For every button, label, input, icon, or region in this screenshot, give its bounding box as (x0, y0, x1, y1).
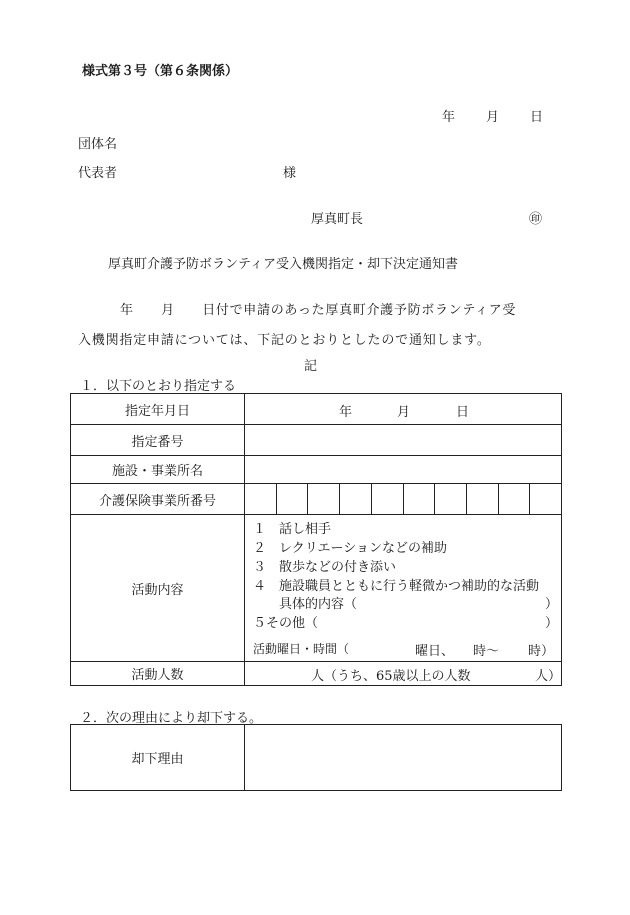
rejection-table (70, 724, 562, 791)
facility-name-label: 施設・事業所名 (71, 456, 245, 484)
date-year-label: 年 (442, 110, 456, 125)
activity-content-label: 活動内容 (71, 515, 245, 662)
row-activity-count (71, 662, 562, 686)
activity-count-label: 活動人数 (71, 662, 245, 686)
date-month-label: 月 (486, 110, 500, 125)
insurance-number-digit-boxes (245, 484, 561, 514)
activity-schedule-weekday: 曜日、 (415, 644, 455, 659)
digit-box[interactable] (529, 484, 561, 514)
activity-item-5: ５その他（ (253, 616, 319, 631)
rejection-reason-label: 却下理由 (71, 725, 245, 791)
activity-schedule-label: 活動曜日・時間（ (253, 642, 350, 656)
row-rejection-reason (71, 725, 562, 791)
organization-label: 団体名 (78, 137, 118, 152)
digit-box[interactable] (403, 484, 435, 514)
designation-day-label: 日 (456, 405, 470, 420)
designation-date-field[interactable] (245, 394, 562, 425)
digit-box[interactable] (245, 484, 276, 514)
digit-box[interactable] (307, 484, 339, 514)
ki-notation: 記 (304, 359, 318, 374)
designation-number-label: 指定番号 (71, 425, 245, 456)
facility-name-field[interactable] (245, 456, 562, 484)
body-text-line1: 年 月 日付で申請のあった厚真町介護予防ボランティア受 (120, 303, 517, 318)
seal-mark: ㊞ (529, 212, 543, 227)
section1-heading: １．以下のとおり指定する (80, 379, 237, 394)
rejection-reason-field[interactable] (245, 725, 562, 791)
row-designation-date (71, 394, 562, 425)
honorific-sama: 様 (283, 166, 297, 181)
body-text-line2: 入機関指定申請については、下記のとおりとしたので通知します。 (78, 333, 491, 348)
activity-schedule-from: 時～ (473, 644, 500, 659)
activity-count-close: 人） (535, 669, 562, 684)
activity-count-text: 人（うち、65歳以上の人数 (311, 669, 471, 684)
designation-month-label: 月 (397, 405, 411, 420)
issuer-mayor: 厚真町長 (311, 212, 364, 227)
row-activity-content (71, 515, 562, 662)
digit-box[interactable] (434, 484, 466, 514)
representative-label: 代表者 (78, 166, 118, 181)
form-number: 様式第３号（第６条関係） (82, 64, 239, 79)
activity-item-2: ２ レクリエーションなどの補助 (253, 541, 447, 556)
row-insurance-number (71, 484, 562, 515)
document-title: 厚真町介護予防ボランティア受入機関指定・却下決定通知書 (108, 257, 458, 272)
insurance-number-field[interactable] (245, 484, 562, 515)
activity-content-field (245, 515, 562, 662)
designation-year-label: 年 (339, 405, 353, 420)
digit-box[interactable] (276, 484, 308, 514)
activity-item-4-detail: 具体的内容（ (279, 597, 358, 612)
activity-item-4: ４ 施設職員とともに行う軽微かつ補助的な活動 (253, 579, 540, 594)
row-facility-name (71, 456, 562, 484)
activity-item-3: ３ 散歩などの付き添い (253, 560, 397, 575)
row-designation-number (71, 425, 562, 456)
designation-date-label: 指定年月日 (71, 394, 245, 425)
designation-table (70, 393, 562, 686)
digit-box[interactable] (371, 484, 403, 514)
activity-count-field[interactable] (245, 662, 562, 686)
digit-box[interactable] (339, 484, 371, 514)
activity-item-5-close: ） (545, 616, 559, 631)
designation-number-field[interactable] (245, 425, 562, 456)
digit-box[interactable] (466, 484, 498, 514)
activity-schedule-to: 時） (528, 644, 555, 659)
insurance-number-label: 介護保険事業所番号 (71, 484, 245, 515)
activity-item-1: １ 話し相手 (253, 522, 332, 537)
activity-item-4-close: ） (545, 597, 559, 612)
section2-heading: ２．次の理由により却下する。 (80, 711, 263, 726)
digit-box[interactable] (498, 484, 530, 514)
date-day-label: 日 (530, 110, 544, 125)
